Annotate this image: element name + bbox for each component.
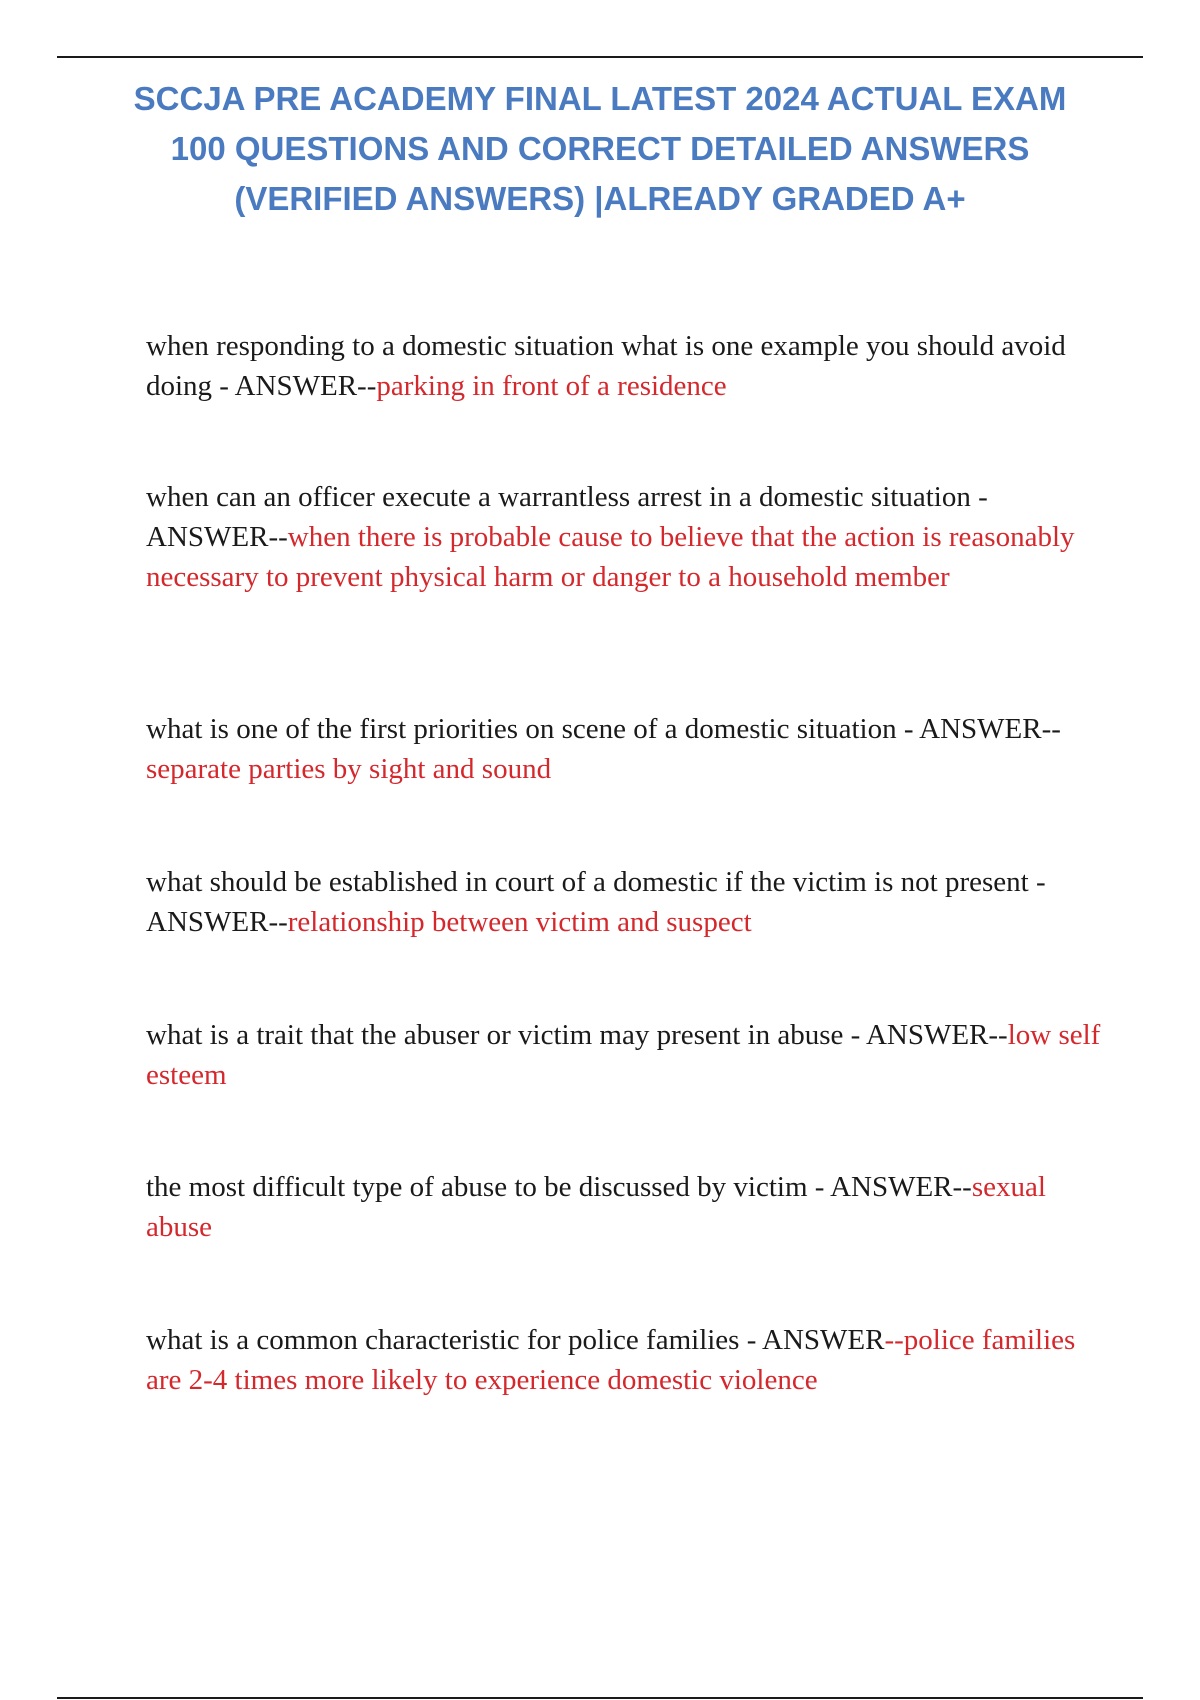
question-7: what is a common characteristic for police families - ANSWER — [146, 1324, 885, 1356]
question-2: when can an officer execute a warrantless arrest in a domestic situation - ANSWER-- — [146, 481, 988, 553]
question-4: what should be established in court of a domestic if the victim is not present - ANSWER-- — [146, 866, 1046, 938]
answer-7: --police families are 2-4 times more likely to experience domestic violence — [146, 1324, 1076, 1396]
answer-1: parking in front of a residence — [376, 370, 727, 402]
title-line-2: 100 QUESTIONS AND CORRECT DETAILED ANSWERS — [170, 130, 1030, 167]
bottom-rule — [57, 1697, 1143, 1699]
question-6: the most difficult type of abuse to be discussed by victim - ANSWER-- — [146, 1171, 972, 1203]
qa-item-4 — [146, 862, 1106, 942]
answer-5: low self esteem — [146, 1019, 1101, 1091]
question-1: when responding to a domestic situation what is one example you should avoid doing - ANSWER-- — [146, 330, 1066, 402]
qa-item-5 — [146, 1015, 1106, 1095]
qa-item-6 — [146, 1167, 1106, 1247]
top-rule — [57, 56, 1143, 58]
question-3: what is one of the first priorities on scene of a domestic situation - ANSWER-- — [146, 713, 1061, 745]
answer-6: sexual abuse — [146, 1171, 1046, 1243]
answer-3: separate parties by sight and sound — [146, 753, 552, 785]
qa-item-7 — [146, 1320, 1106, 1400]
document-title — [100, 74, 1100, 224]
qa-item-3 — [146, 709, 1106, 789]
qa-item-1 — [146, 326, 1106, 406]
answer-4: relationship between victim and suspect — [287, 906, 752, 938]
title-line-1: SCCJA PRE ACADEMY FINAL LATEST 2024 ACTUAL EXAM — [133, 80, 1067, 117]
title-line-3: (VERIFIED ANSWERS) |ALREADY GRADED A+ — [234, 180, 966, 217]
question-5: what is a trait that the abuser or victim may present in abuse - ANSWER-- — [146, 1019, 1008, 1051]
answer-2: when there is probable cause to believe that the action is reasonably necessary to prevent physical harm or danger to a household member — [146, 521, 1075, 593]
qa-item-2 — [146, 477, 1106, 597]
